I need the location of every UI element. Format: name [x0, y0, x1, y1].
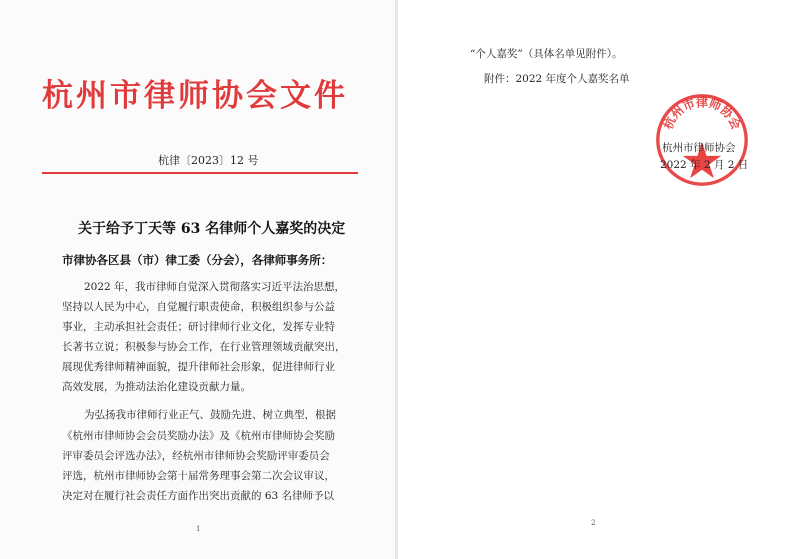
body-line: 评审委员会评选办法》，经杭州市律师协会奖励评审委员会 [62, 450, 330, 462]
document-number: 杭律〔2023〕12 号 [158, 154, 259, 167]
body-line: 长著书立说；积极参与协会工作，在行业管理领域贡献突出， [62, 341, 346, 353]
page-number: 1 [196, 525, 201, 533]
annex-line: 附件：2022 年度个人嘉奖名单 [484, 73, 630, 85]
body-line: 为弘扬我市律师行业正气、鼓励先进、树立典型，根据 [84, 409, 336, 421]
header-divider [42, 172, 358, 174]
document-header: 杭州市律师协会文件 [42, 78, 348, 114]
body-line: 《杭州市律师协会会员奖励办法》及《杭州市律师协会奖励 [62, 430, 335, 442]
body-line: 展现优秀律师精神面貌，提升律师社会形象，促进律师行业 [62, 361, 335, 373]
body-line: 2022 年，我市律师自觉深入贯彻落实习近平法治思想， [84, 281, 346, 293]
body-line: 评选，杭州市律师协会第十届常务理事会第二次会议审议， [62, 470, 335, 482]
signature-organization: 杭州市律师协会 [662, 142, 736, 154]
signature-date: 2022 年 2 月 2 日 [660, 159, 749, 171]
document-title: 关于给予丁天等 63 名律师个人嘉奖的决定 [78, 221, 346, 237]
svg-text:杭州市律师协会: 杭州市律师协会 [660, 95, 744, 132]
body-line: 高效发展，为推动法治化建设贡献力量。 [62, 381, 251, 393]
page-number: 2 [591, 519, 596, 527]
addressee: 市律协各区县（市）律工委（分会），各律师事务所： [62, 253, 333, 267]
body-line: 事业，主动承担社会责任；研讨律师行业文化，发挥专业特 [62, 321, 335, 333]
body-line: 决定对在履行社会责任方面作出突出贡献的 63 名律师予以 [62, 490, 335, 502]
body-line: 坚持以人民为中心，自觉履行职责使命，积极组织参与公益 [62, 301, 335, 313]
award-line: “个人嘉奖”（具体名单见附件）。 [470, 48, 623, 60]
